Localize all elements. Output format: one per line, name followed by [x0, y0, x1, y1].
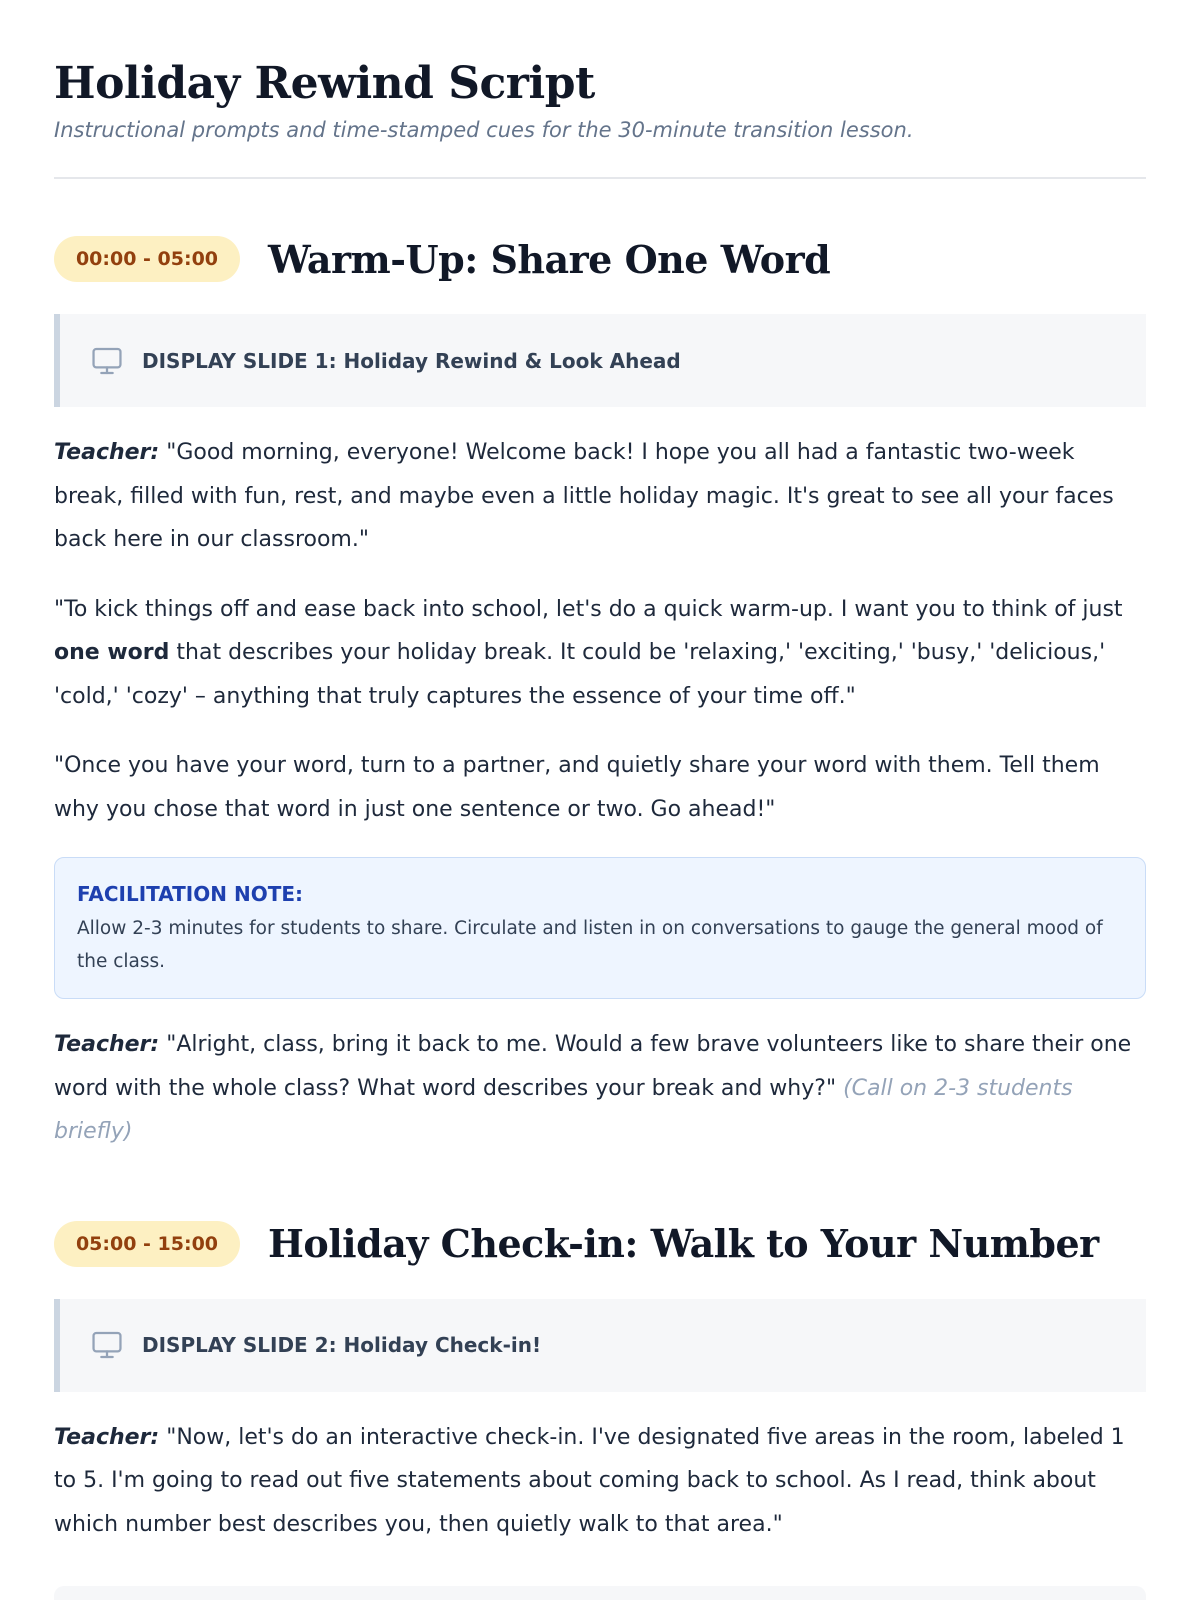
- dialogue-text: "Now, let's do an interactive check-in. I've designated five areas in the room, labeled 1 to 5. I'm going to read out five statements about coming back to school. As I read, think about which number best describes you, then quietly walk to that area.": [54, 1424, 1125, 1537]
- note-title: FACILITATION NOTE:: [77, 882, 303, 906]
- slide-cue-text: DISPLAY SLIDE 2: Holiday Check-in!: [142, 1333, 542, 1357]
- teacher-line: [54, 431, 1146, 562]
- document-title: Holiday Rewind Script: [54, 58, 595, 109]
- section-title: Holiday Check-in: Walk to Your Number: [268, 1221, 1099, 1266]
- slide-cue: [54, 1299, 1146, 1392]
- stage-direction: (Call on 2-3 students briefly): [54, 1075, 1073, 1144]
- speaker-label: Teacher:: [54, 1032, 160, 1057]
- section-check-in: [54, 1220, 1146, 1547]
- dialogue-text: "Once you have your word, turn to a partner, and quietly share your word with them. Tell them why you chose that word in just one sentence or two. Go ahead!": [54, 753, 1100, 822]
- speaker-label: Teacher:: [54, 440, 160, 465]
- dialogue-text: that describes your holiday break. It could be 'relaxing,' 'exciting,' 'busy,' 'delicious,' 'cold,' 'cozy' – anything that truly captures the essence of your time off.": [54, 640, 1106, 709]
- teacher-line: [54, 588, 1146, 719]
- teacher-line: [54, 744, 1146, 831]
- slide-cue-text: DISPLAY SLIDE 1: Holiday Rewind & Look Ahead: [142, 348, 681, 373]
- slide-cue: [54, 314, 1146, 407]
- section-warm-up: [54, 235, 1146, 1154]
- monitor-icon: [90, 1328, 124, 1362]
- dialogue-text: "Alright, class, bring it back to me. Would a few brave volunteers like to share their one word with the whole class? What word describes your break and why?": [54, 1032, 1132, 1101]
- section-header: [54, 1220, 1146, 1268]
- teacher-line: [54, 1416, 1146, 1547]
- time-stamp-badge: 00:00 - 05:00: [54, 236, 240, 282]
- dialogue-text: "To kick things off and ease back into school, let's do a quick warm-up. I want you to think of just: [54, 596, 1123, 622]
- teacher-line: [54, 1023, 1146, 1154]
- emphasis-text: one word: [54, 640, 170, 665]
- note-body: Allow 2-3 minutes for students to share. Circulate and listen in on conversations to gauge the general mood of the class.: [77, 918, 1103, 972]
- monitor-icon: [90, 344, 124, 378]
- document-subtitle: Instructional prompts and time-stamped cues for the 30-minute transition lesson.: [54, 118, 914, 142]
- next-block-edge: [54, 1586, 1146, 1600]
- header-divider: [54, 177, 1146, 179]
- facilitation-note: [54, 857, 1146, 999]
- section-header: [54, 235, 1146, 283]
- speaker-label: Teacher:: [54, 1424, 160, 1450]
- time-stamp-badge: 05:00 - 15:00: [54, 1221, 240, 1267]
- dialogue-text: "Good morning, everyone! Welcome back! I hope you all had a fantastic two-week break, filled with fun, rest, and maybe even a little holiday magic. It's great to see all your faces back here in our classroom.": [54, 440, 1114, 552]
- section-title: Warm-Up: Share One Word: [268, 236, 831, 282]
